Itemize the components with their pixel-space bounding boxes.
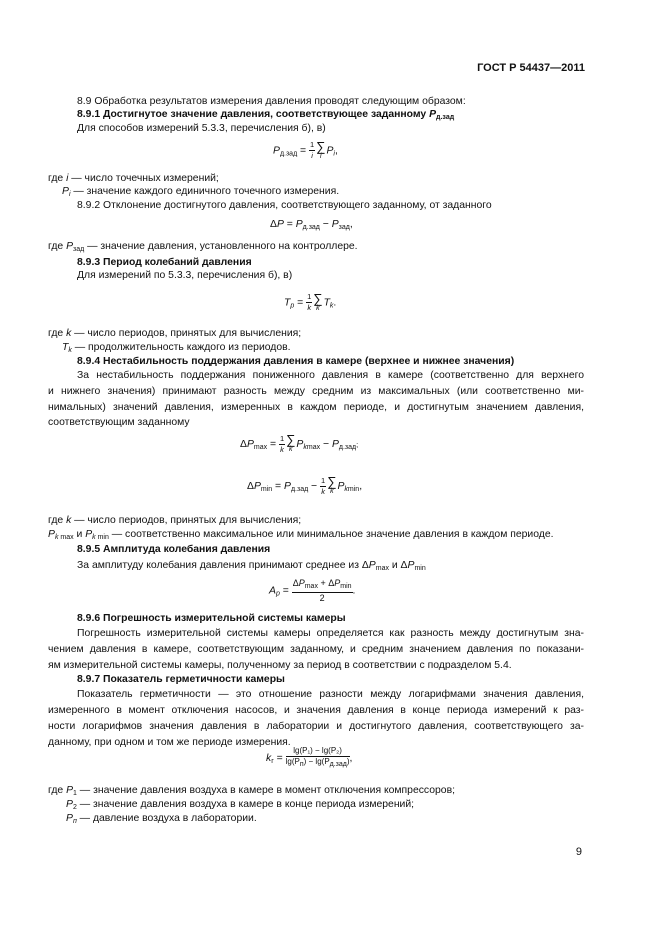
section-8-9-7-p2: измеренного в момент отключения насосов, и значения давления в конце периода измерений к раз- bbox=[48, 705, 584, 716]
section-8-9-6-p2: чением давления в камере, соответствующим заданному, и средним значением давления по показани- bbox=[48, 644, 584, 655]
standard-header: ГОСТ Р 54437—2011 bbox=[477, 62, 585, 74]
formula-p-dzad: $P_{д.зад}$ = $\frac{1}{i}$ ∑ i Pi, bbox=[273, 138, 338, 160]
where-i: где i — число точечных измерений; bbox=[48, 173, 219, 184]
section-8-9-4-title: 8.9.4 Нестабильность поддержания давления в камере (верхнее и нижнее значения) bbox=[77, 356, 515, 367]
section-8-9-3-title: 8.9.3 Период колебаний давления bbox=[77, 257, 252, 268]
where-pn: Pп — давление воздуха в лаборатории. bbox=[66, 813, 257, 825]
where-pkmax-pkmin: Pk $_{max}$ и Pk $_{min}$ — соответственно максимальное или минимальное значение давления в каждом периоде. bbox=[48, 529, 554, 541]
where-p2: $P_2$ — значение давления воздуха в камере в конце периода измерений; bbox=[66, 799, 415, 811]
section-8-9-4-p3: нимальных) значений давления, измеренных в каждом периоде, и достигнутым значением давления, bbox=[48, 402, 584, 413]
section-8-9-7-p4: данному, при одном и том же периоде измерения. bbox=[48, 737, 291, 748]
formula-ap: Ap = $\frac{\Delta P_{max} + \Delta P_{min}}{2}$ . bbox=[269, 578, 356, 603]
section-8-9-6-p1: Погрешность измерительной системы камеры определяется как разность между достигнутым зна- bbox=[77, 628, 584, 639]
section-8-9: 8.9 Обработка результатов измерения давления проводят следующим образом: bbox=[77, 96, 466, 107]
section-8-9-1-intro: Для способов измерений 5.3.3, перечисления б), в) bbox=[77, 123, 326, 134]
where-pi: Pi — значение каждого единичного точечного измерения. bbox=[62, 186, 340, 198]
formula-delta-p: $\Delta P = P_{д.зад} - P_{зад}$, bbox=[270, 219, 353, 231]
formula-tp: Tp = $\frac{1}{k}$ ∑ k Tk. bbox=[284, 290, 337, 312]
where-p1: где $P_1$ — значение давления воздуха в камере в момент отключения компрессоров; bbox=[48, 785, 455, 797]
section-8-9-4-p1: За нестабильность поддержания пониженного давления в камере (соответственно для верхнего bbox=[77, 370, 584, 381]
where-tk: Tk — продолжительность каждого из периодов. bbox=[62, 342, 291, 354]
section-8-9-4-p2: и нижнего значения) принимают разность между средним из максимальных (или соответственно ми- bbox=[48, 386, 584, 397]
section-8-9-1-title: 8.9.1 Достигнутое значение давления, соответствующее заданному $P_{д.зад}$ bbox=[77, 109, 455, 121]
section-8-9-7-p1: Показатель герметичности — это отношение разности между логарифмами значения давления, bbox=[77, 689, 584, 700]
formula-delta-pmax: $\Delta P_{max}$ = $\frac{1}{k}$ ∑ k $Pk_{max} - P_{д.зад}$; bbox=[240, 432, 359, 454]
where-k: где k — число периодов, принятых для вычисления; bbox=[48, 328, 302, 339]
section-8-9-6-p3: ям измерительной системы камеры, полученному за период в соответствии с подразделом 5.4. bbox=[48, 660, 512, 671]
formula-kg: $k_г$ = $\frac{\text{lg(P₁) − lg(P₂)}}{\text{lg(Pп) − lg(Pд.зад)}}$ , bbox=[266, 746, 353, 769]
section-8-9-2: 8.9.2 Отклонение достигнутого давления, соответствующего заданному, от заданного bbox=[77, 200, 492, 211]
page-number: 9 bbox=[575, 846, 582, 858]
section-8-9-5-text: За амплитуду колебания давления принимают среднее из $\Delta P_{max}$ и $\Delta P_{min}$ bbox=[77, 560, 426, 572]
section-8-9-6-title: 8.9.6 Погрешность измерительной системы камеры bbox=[77, 613, 346, 624]
section-8-9-4-p4: соответствующим заданному bbox=[48, 417, 190, 428]
section-8-9-3-intro: Для измерений по 5.3.3, перечисления б), в) bbox=[77, 270, 293, 281]
section-8-9-7-p3: ности логарифмов значения давления в лаборатории и достигнутого давления, соответствующего за- bbox=[48, 721, 584, 732]
section-8-9-7-title: 8.9.7 Показатель герметичности камеры bbox=[77, 674, 285, 685]
where-pzad: где $P_{зад}$ — значение давления, установленного на контроллере. bbox=[48, 241, 358, 253]
formula-delta-pmin: $\Delta P_{min} = P_{д.зад}$ − $\frac{1}{k}$ ∑ k $Pk_{min}$, bbox=[247, 474, 363, 496]
where-k-2: где k — число периодов, принятых для вычисления; bbox=[48, 515, 302, 526]
section-8-9-5-title: 8.9.5 Амплитуда колебания давления bbox=[77, 544, 271, 555]
